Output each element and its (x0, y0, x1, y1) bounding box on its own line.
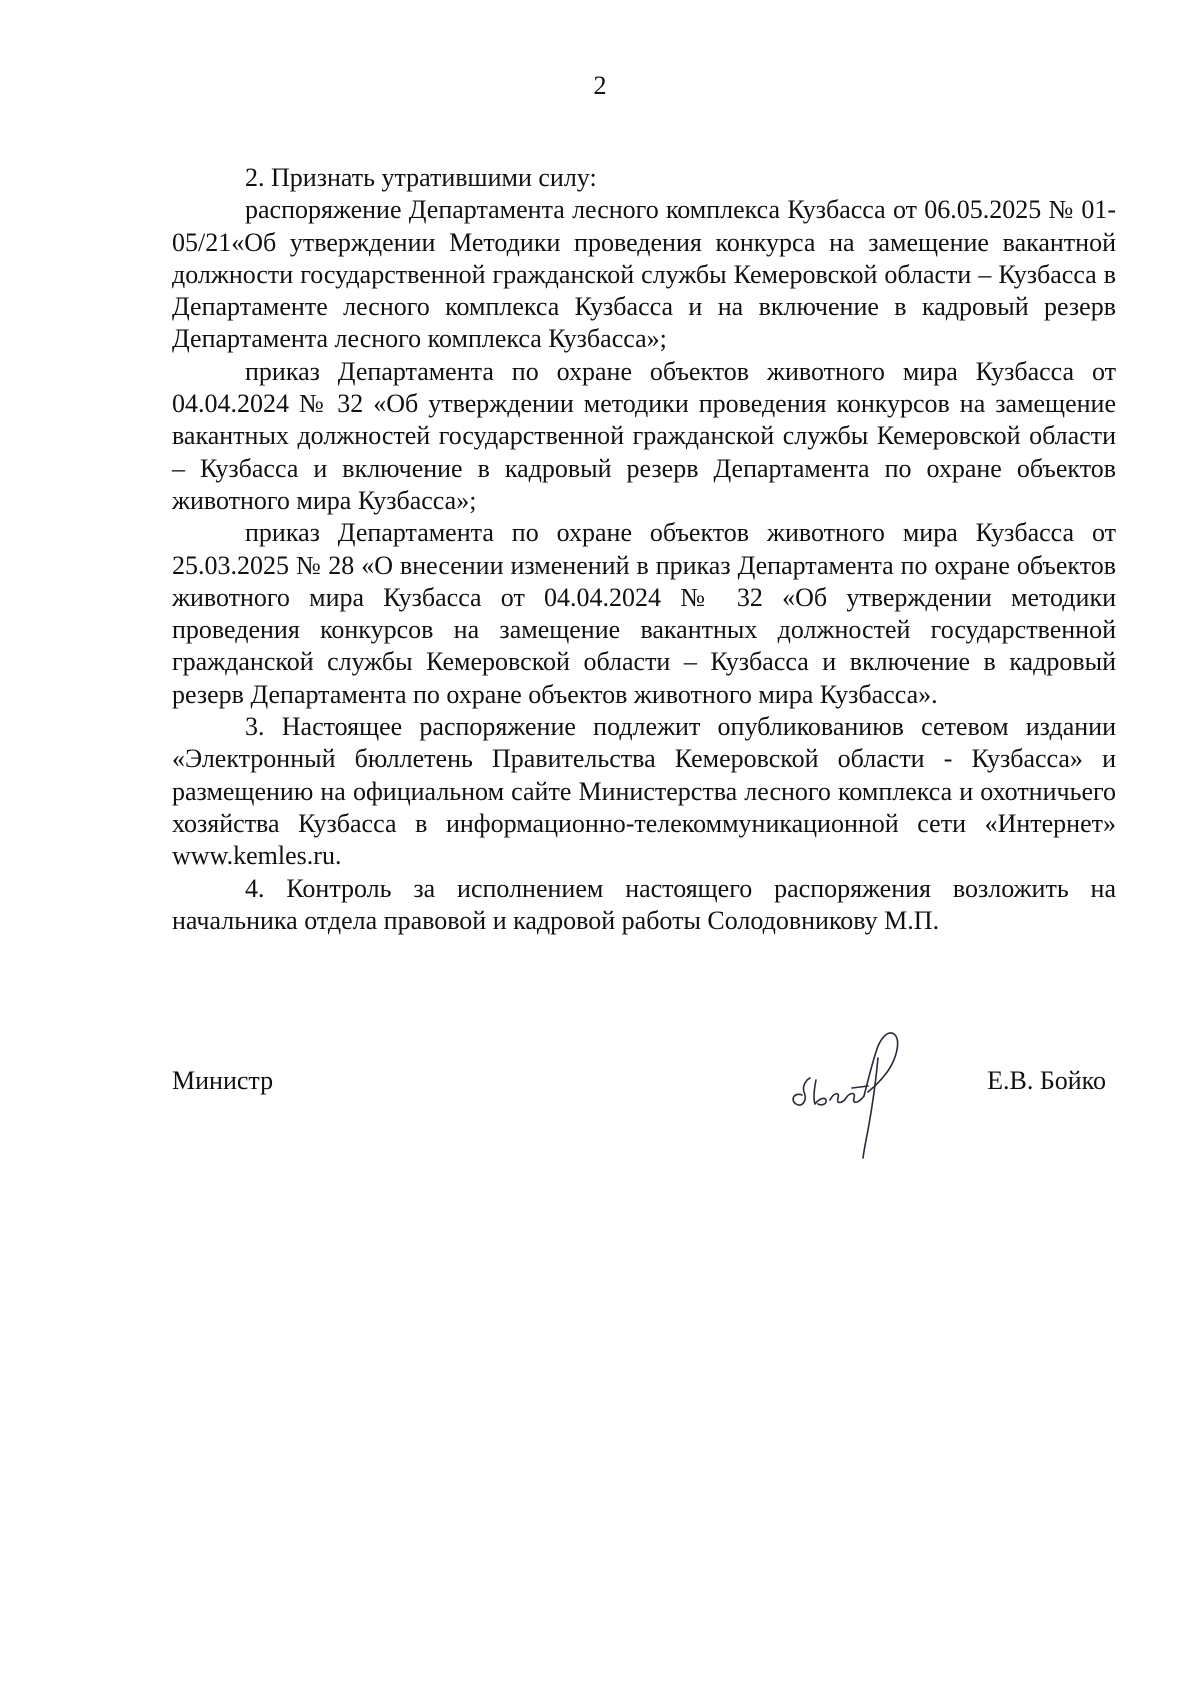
document-body (172, 162, 1116, 937)
paragraph-repeal-heading: 2. Признать утратившими силу: (245, 163, 597, 192)
paragraph-control: 4. Контроль за исполнением настоящего распоряжения возложить на начальника отдела правовой и кадровой работы Солодовникову М.П. (172, 873, 1116, 935)
page-number: 2 (593, 71, 607, 100)
paragraph-repeal-forest-order: распоряжение Департамента лесного комплекса Кузбасса от 06.05.2025 № 01-05/21«Об утверждении Методики проведения конкурса на замещение вакантной должности государственной гражданской службы Кемеровской области – Кузбасса в Департаменте лесного комплекса Кузбасса и на включение в кадровый резерв Департамента лесного комплекса Кузбасса»; (172, 195, 1116, 354)
signatory-title: Министр (172, 1066, 274, 1095)
signature-block (172, 1065, 1116, 1105)
paragraph-repeal-amendment-order: приказ Департамента по охране объектов животного мира Кузбасса от 25.03.2025 № 28 «О внесении изменений в приказ Департамента по охране объектов животного мира Кузбасса от 04.04.2024 № 32 «Об утверждении методики проведения конкурсов на замещение вакантных должностей государственной гражданской службы Кемеровской области – Кузбасса и включение в кадровый резерв Департамента по охране объектов животного мира Кузбасса». (172, 518, 1116, 709)
paragraph-publication: 3. Настоящее распоряжение подлежит опубликованиюв сетевом издании «Электронный бюллетень Правительства Кемеровской области - Кузбасса» и размещению на официальном сайте Министерства лесного комплекса и охотничьего хозяйства Кузбасса в информационно-телекоммуникационной сети «Интернет» www.kemles.ru. (172, 712, 1116, 871)
signatory-name: Е.В. Бойко (987, 1066, 1106, 1095)
handwritten-signature (780, 1000, 950, 1165)
paragraph-repeal-wildlife-order: приказ Департамента по охране объектов животного мира Кузбасса от 04.04.2024 № 32 «Об утверждении методики проведения конкурсов на замещение вакантных должностей государственной гражданской службы Кемеровской области – Кузбасса и включение в кадровый резерв Департамента по охране объектов животного мира Кузбасса»; (172, 356, 1116, 515)
